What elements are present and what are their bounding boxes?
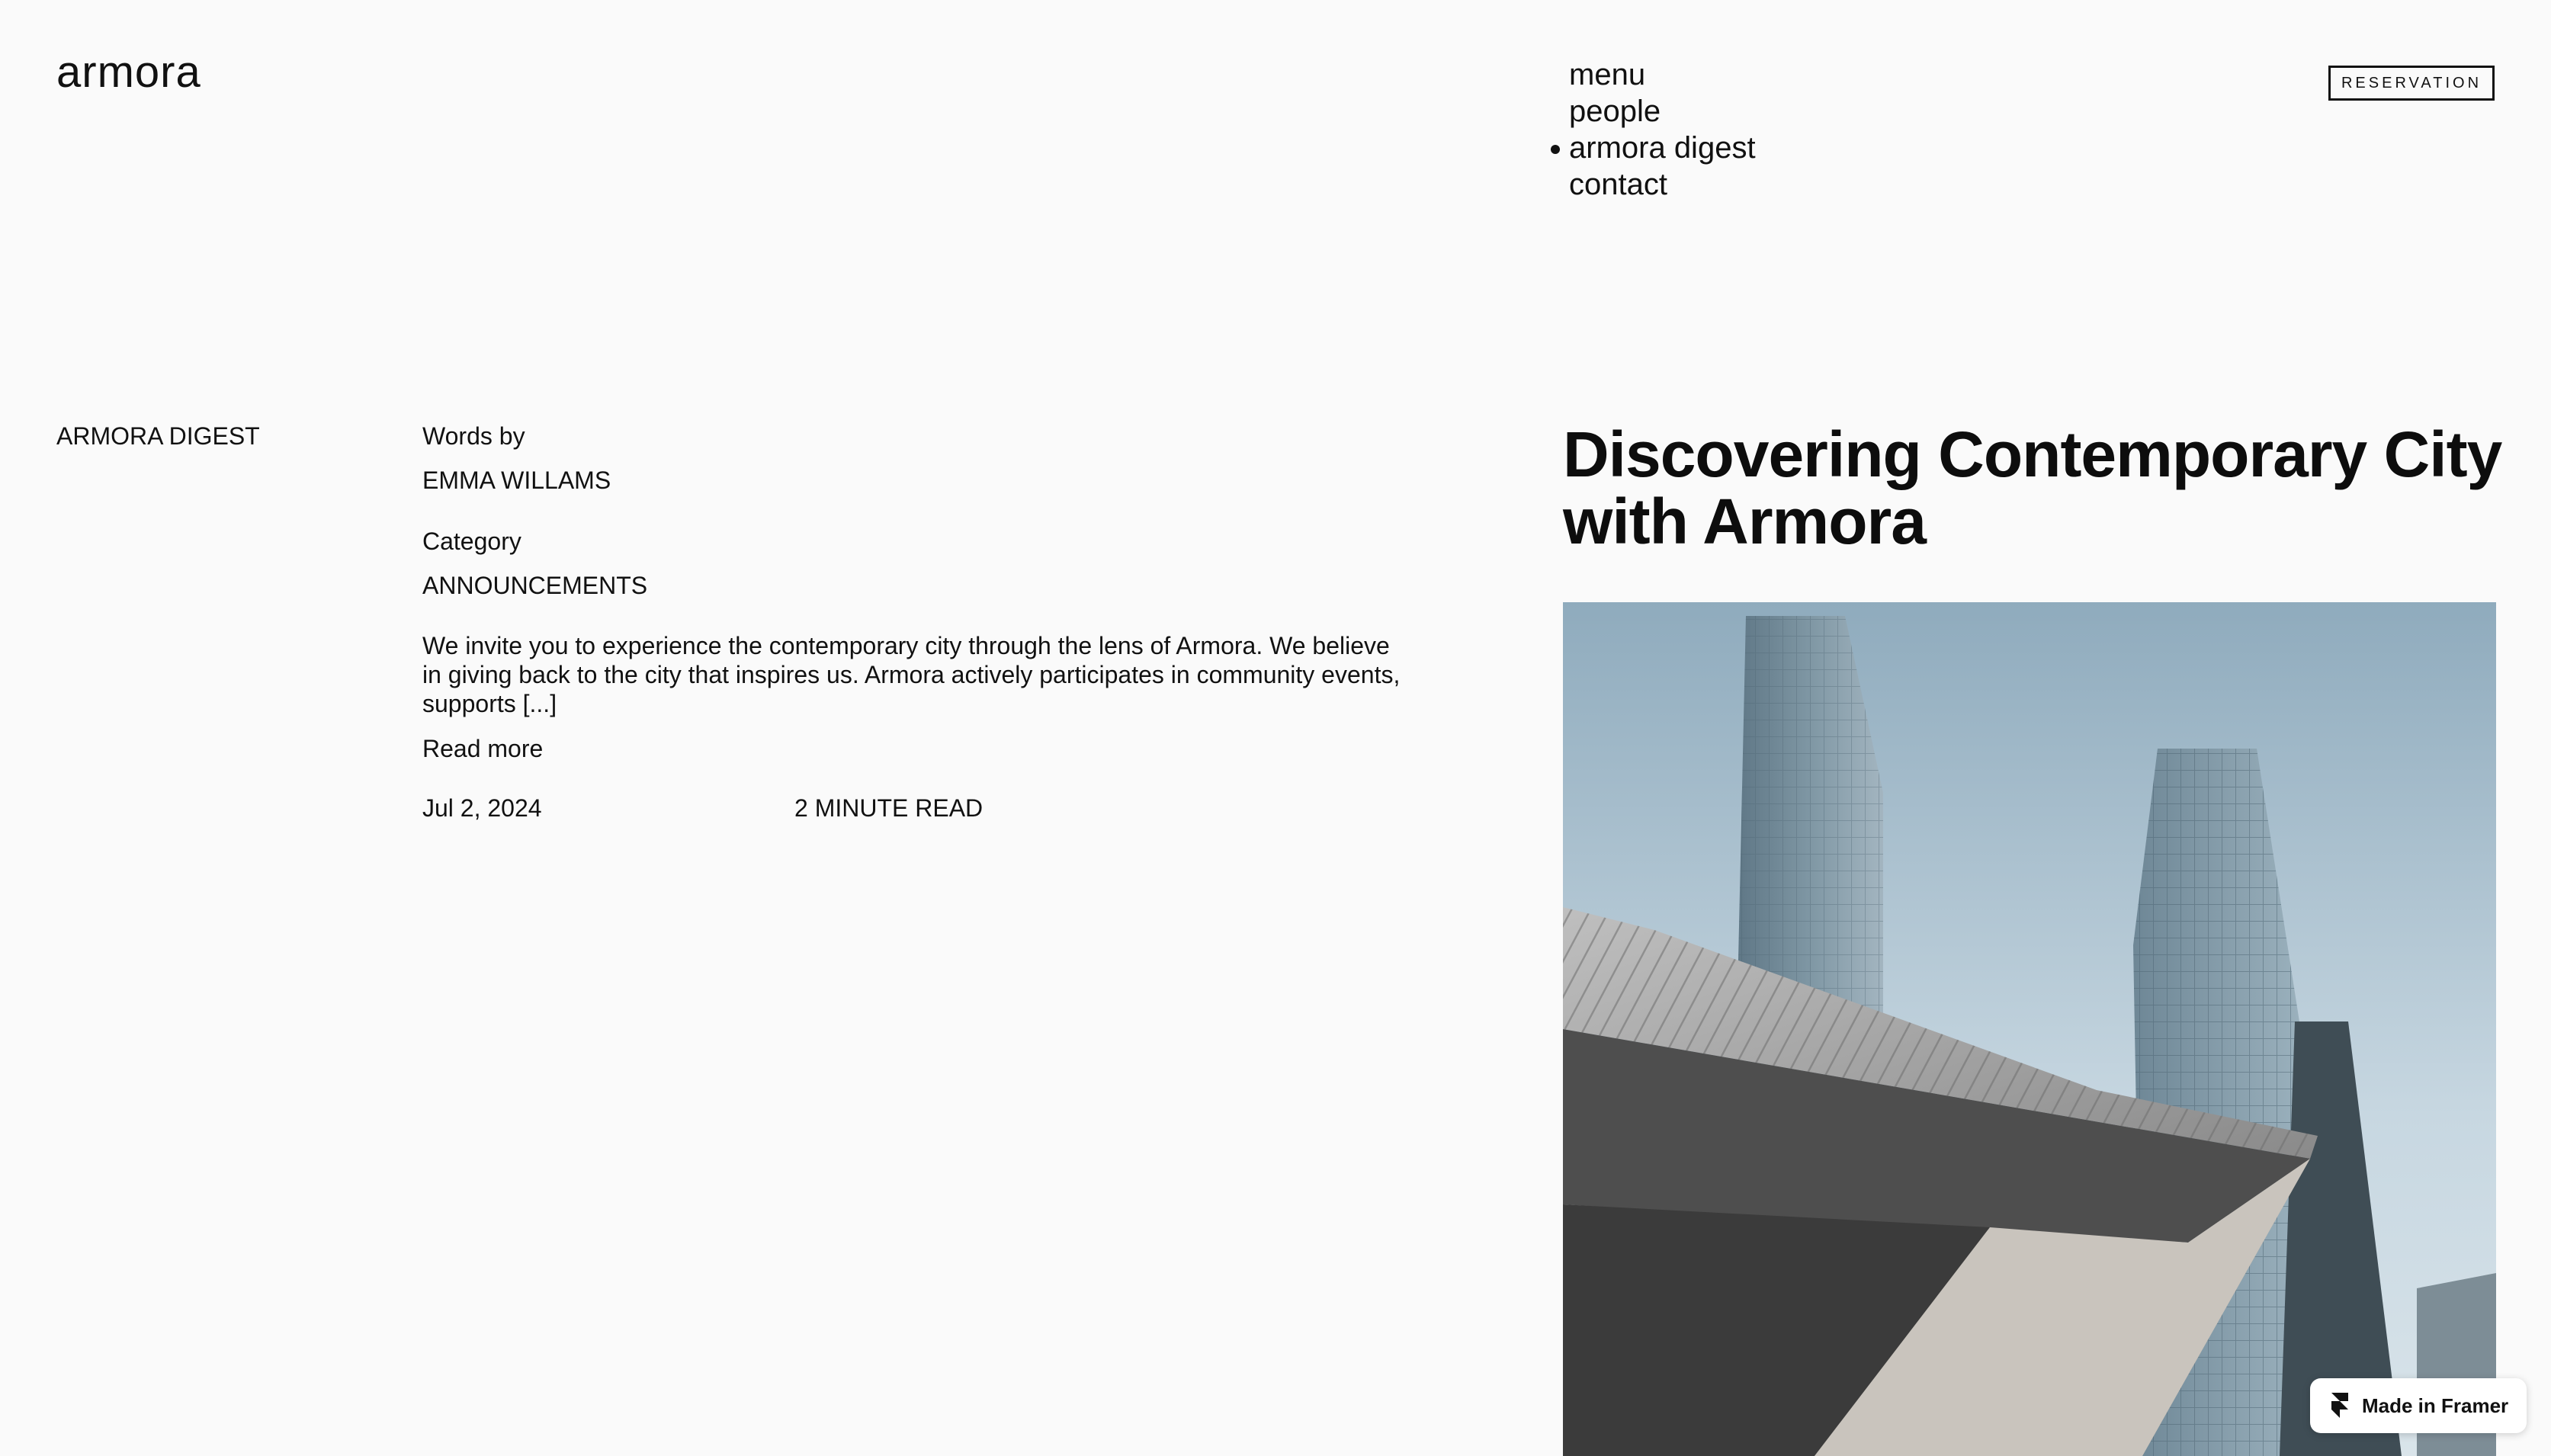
article-info-row — [422, 793, 1406, 823]
nav-item-armora-digest[interactable]: armora digest — [1569, 131, 1756, 165]
publish-date: Jul 2, 2024 — [422, 794, 542, 822]
author-name: EMMA WILLAMS — [422, 467, 611, 494]
hero-image — [1563, 602, 2496, 1456]
nav-item-people[interactable]: people — [1569, 95, 1661, 128]
words-by-label: Words by — [422, 422, 525, 450]
category-group — [422, 526, 1406, 601]
site-logo[interactable]: armora — [56, 47, 201, 97]
reservation-button[interactable]: RESERVATION — [2328, 66, 2495, 101]
nav-item-menu[interactable]: menu — [1569, 58, 1646, 91]
made-in-framer-label: Made in Framer — [2362, 1393, 2509, 1417]
section-label: ARMORA DIGEST — [56, 422, 260, 450]
article-title: Discovering Contemporary City with Armora — [1563, 419, 2502, 557]
framer-logo-icon — [2330, 1393, 2350, 1419]
category-value: ANNOUNCEMENTS — [422, 572, 648, 599]
read-more-link[interactable]: Read more — [422, 735, 544, 762]
author-group — [422, 421, 1406, 495]
nav-item-contact[interactable]: contact — [1569, 168, 1667, 201]
article-excerpt: We invite you to experience the contemporary city through the lens of Armora. We believe in giving back to the city that inspires us. Armora actively participates in community events, supports [...] — [422, 632, 1401, 717]
article-meta — [422, 421, 1406, 823]
read-time: 2 MINUTE READ — [794, 794, 983, 822]
category-label: Category — [422, 528, 521, 555]
main-nav — [1569, 56, 1756, 203]
architecture-illustration — [1563, 602, 2496, 1456]
made-in-framer-badge[interactable] — [2310, 1378, 2527, 1433]
